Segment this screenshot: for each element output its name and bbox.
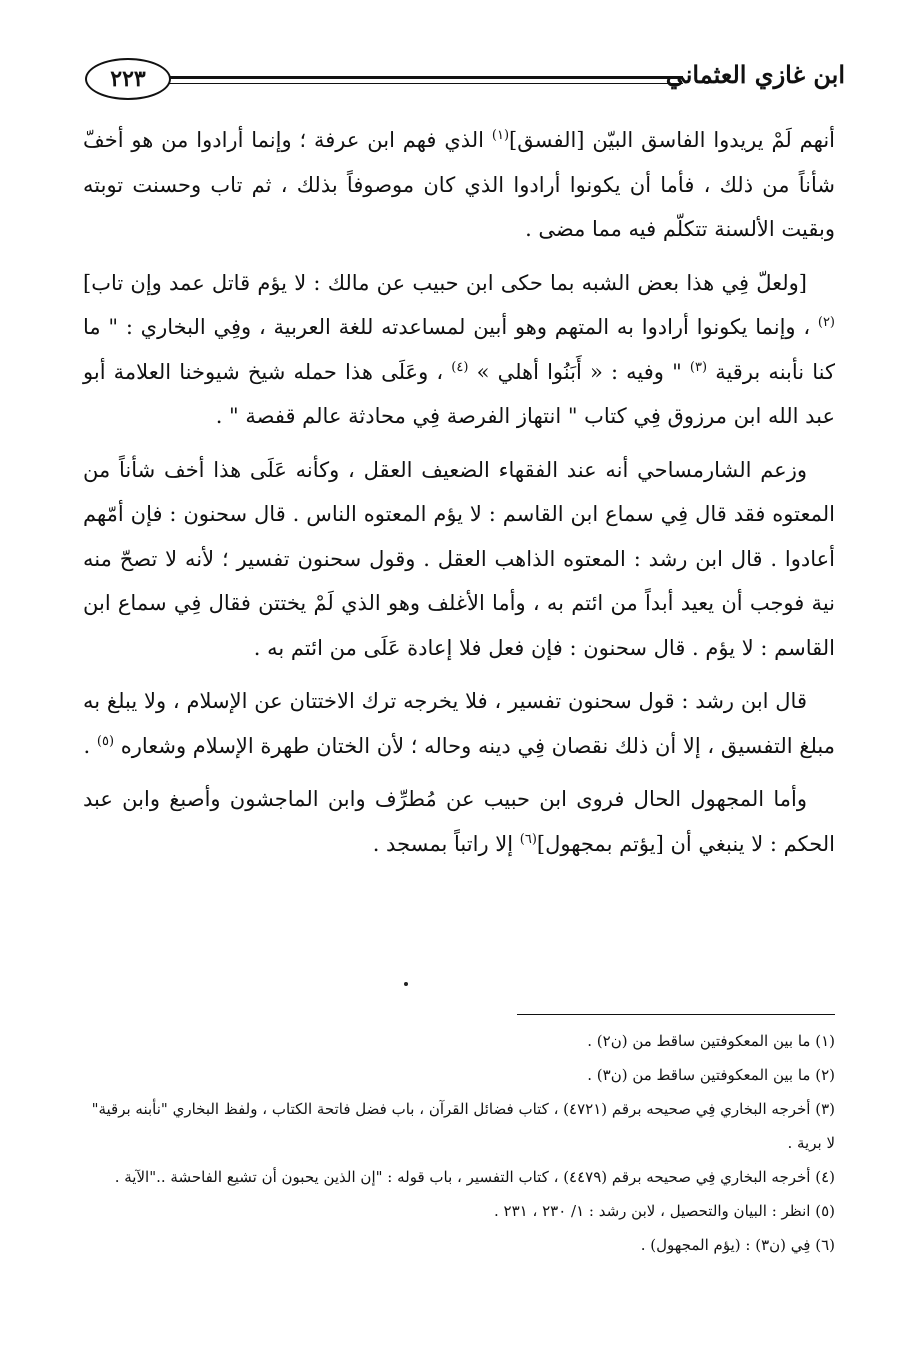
header-rule-thin <box>169 83 683 84</box>
footnote-separator <box>517 1014 835 1015</box>
paragraph-text: الذي فهم ابن عرفة ؛ وإنما أرادوا من هو أخفّ شأناً من ذلك ، فأما أن يكونوا أرادوا الذي كان موصوفاً بذلك ، ثم تاب وحسنت توبته وبقيت الألسنة تتكلّم فيه مما مضى . <box>83 128 835 241</box>
paragraph <box>83 777 835 866</box>
footnote-reference: (٣) <box>689 359 708 375</box>
paragraph <box>83 448 835 671</box>
footnote-reference: (١) <box>491 128 510 143</box>
footnotes <box>83 1024 835 1262</box>
main-text <box>83 118 835 875</box>
running-title: ابن غازي العثماني <box>665 60 845 89</box>
paragraph-text: وأما المجهول الحال فروى ابن حبيب عن مُطرِّف وابن الماجشون وأصبغ وابن عبد الحكم : لا ينبغي أن [يؤتم بمجهول] <box>83 787 835 856</box>
footnote-reference: (٤) <box>451 359 469 375</box>
paragraph-text: ، وإنما يكونوا أرادوا به المتهم وهو أبين لمساعدته للغة العربية ، وفِي البخاري : " ما كنا نأبنه برقية <box>83 315 835 384</box>
footnote: (٦) فِي (ن٣) : (يؤم المجهول) . <box>640 1236 835 1254</box>
page-number: ٢٢٣ <box>85 58 171 100</box>
page-header <box>85 52 845 102</box>
footnote: (١) ما بين المعكوفتين ساقط من (ن٢) . <box>587 1032 835 1050</box>
footnote-reference: (٢) <box>817 315 835 330</box>
paragraph <box>83 118 835 252</box>
footnote: (٤) أخرجه البخاري فِي صحيحه برقم (٤٤٧٩) ، كتاب التفسير ، باب قوله : "إن الذين يحبون أن تشيع الفاحشة .."الآية . <box>114 1168 835 1186</box>
paragraph-text: [ولعلّ فِي هذا بعض الشبه بما حكى ابن حبيب عن مالك : لا يؤم قاتل عمد وإن تاب] <box>83 270 807 295</box>
footnote: (٥) انظر : البيان والتحصيل ، لابن رشد : ١/ ٢٣٠ ، ٢٣١ . <box>493 1202 835 1220</box>
paragraph-text: إلا راتباً بمسجد . <box>372 831 520 856</box>
footnote: (٣) أخرجه البخاري فِي صحيحه برقم (٤٧٢١) ، كتاب فضائل القرآن ، باب فضل فاتحة الكتاب ، ولفظ البخاري "نأبنه برقية" لا برية . <box>91 1100 835 1152</box>
footnote: (٢) ما بين المعكوفتين ساقط من (ن٣) . <box>587 1066 835 1084</box>
paragraph-text: ، وعَلَى هذا حمله شيخ شيوخنا العلامة أبو عبد الله ابن مرزوق فِي كتاب " انتهاز الفرصة فِي محادثة عالم قفصة " . <box>83 359 835 428</box>
footnote-reference: (٥) <box>96 733 115 749</box>
header-rule <box>169 76 683 79</box>
paragraph <box>83 261 835 439</box>
stray-dot <box>404 982 408 986</box>
paragraph-text: قال ابن رشد : قول سحنون تفسير ، فلا يخرجه ترك الاختتان عن الإسلام ، ولا يبلغ به مبلغ التفسيق ، إلا أن ذلك نقصان فِي دينه وحاله ؛ لأن الختان طهرة الإسلام وشعاره <box>83 689 835 758</box>
paragraph-text: . <box>83 733 97 758</box>
paragraph-text: أنهم لَمْ يريدوا الفاسق البيّن [الفسق] <box>509 128 836 152</box>
paragraph-text: " وفيه : « أَبَنُوا أهلي » <box>468 359 690 384</box>
paragraph <box>83 679 835 768</box>
footnote-reference: (٦) <box>519 831 537 847</box>
paragraph-text: وزعم الشارمساحي أنه عند الفقهاء الضعيف العقل ، وكأنه عَلَى هذا أخف شأناً من المعتوه فقد قال فِي سماع ابن القاسم : لا يؤم المعتوه الناس . قال سحنون : فإن أمّهم أعادوا . قال ابن رشد : المعتوه الذاهب العقل . وقول سحنون تفسير ؛ لأنه لا تصحّ منه نية فوجب أن يعيد أبداً من ائتم به ، وأما الأغلف وهو الذي لَمْ يختتن فقال فِي سماع ابن القاسم : لا يؤم . قال سحنون : فإن فعل فلا إعادة عَلَى من ائتم به . <box>83 457 835 660</box>
